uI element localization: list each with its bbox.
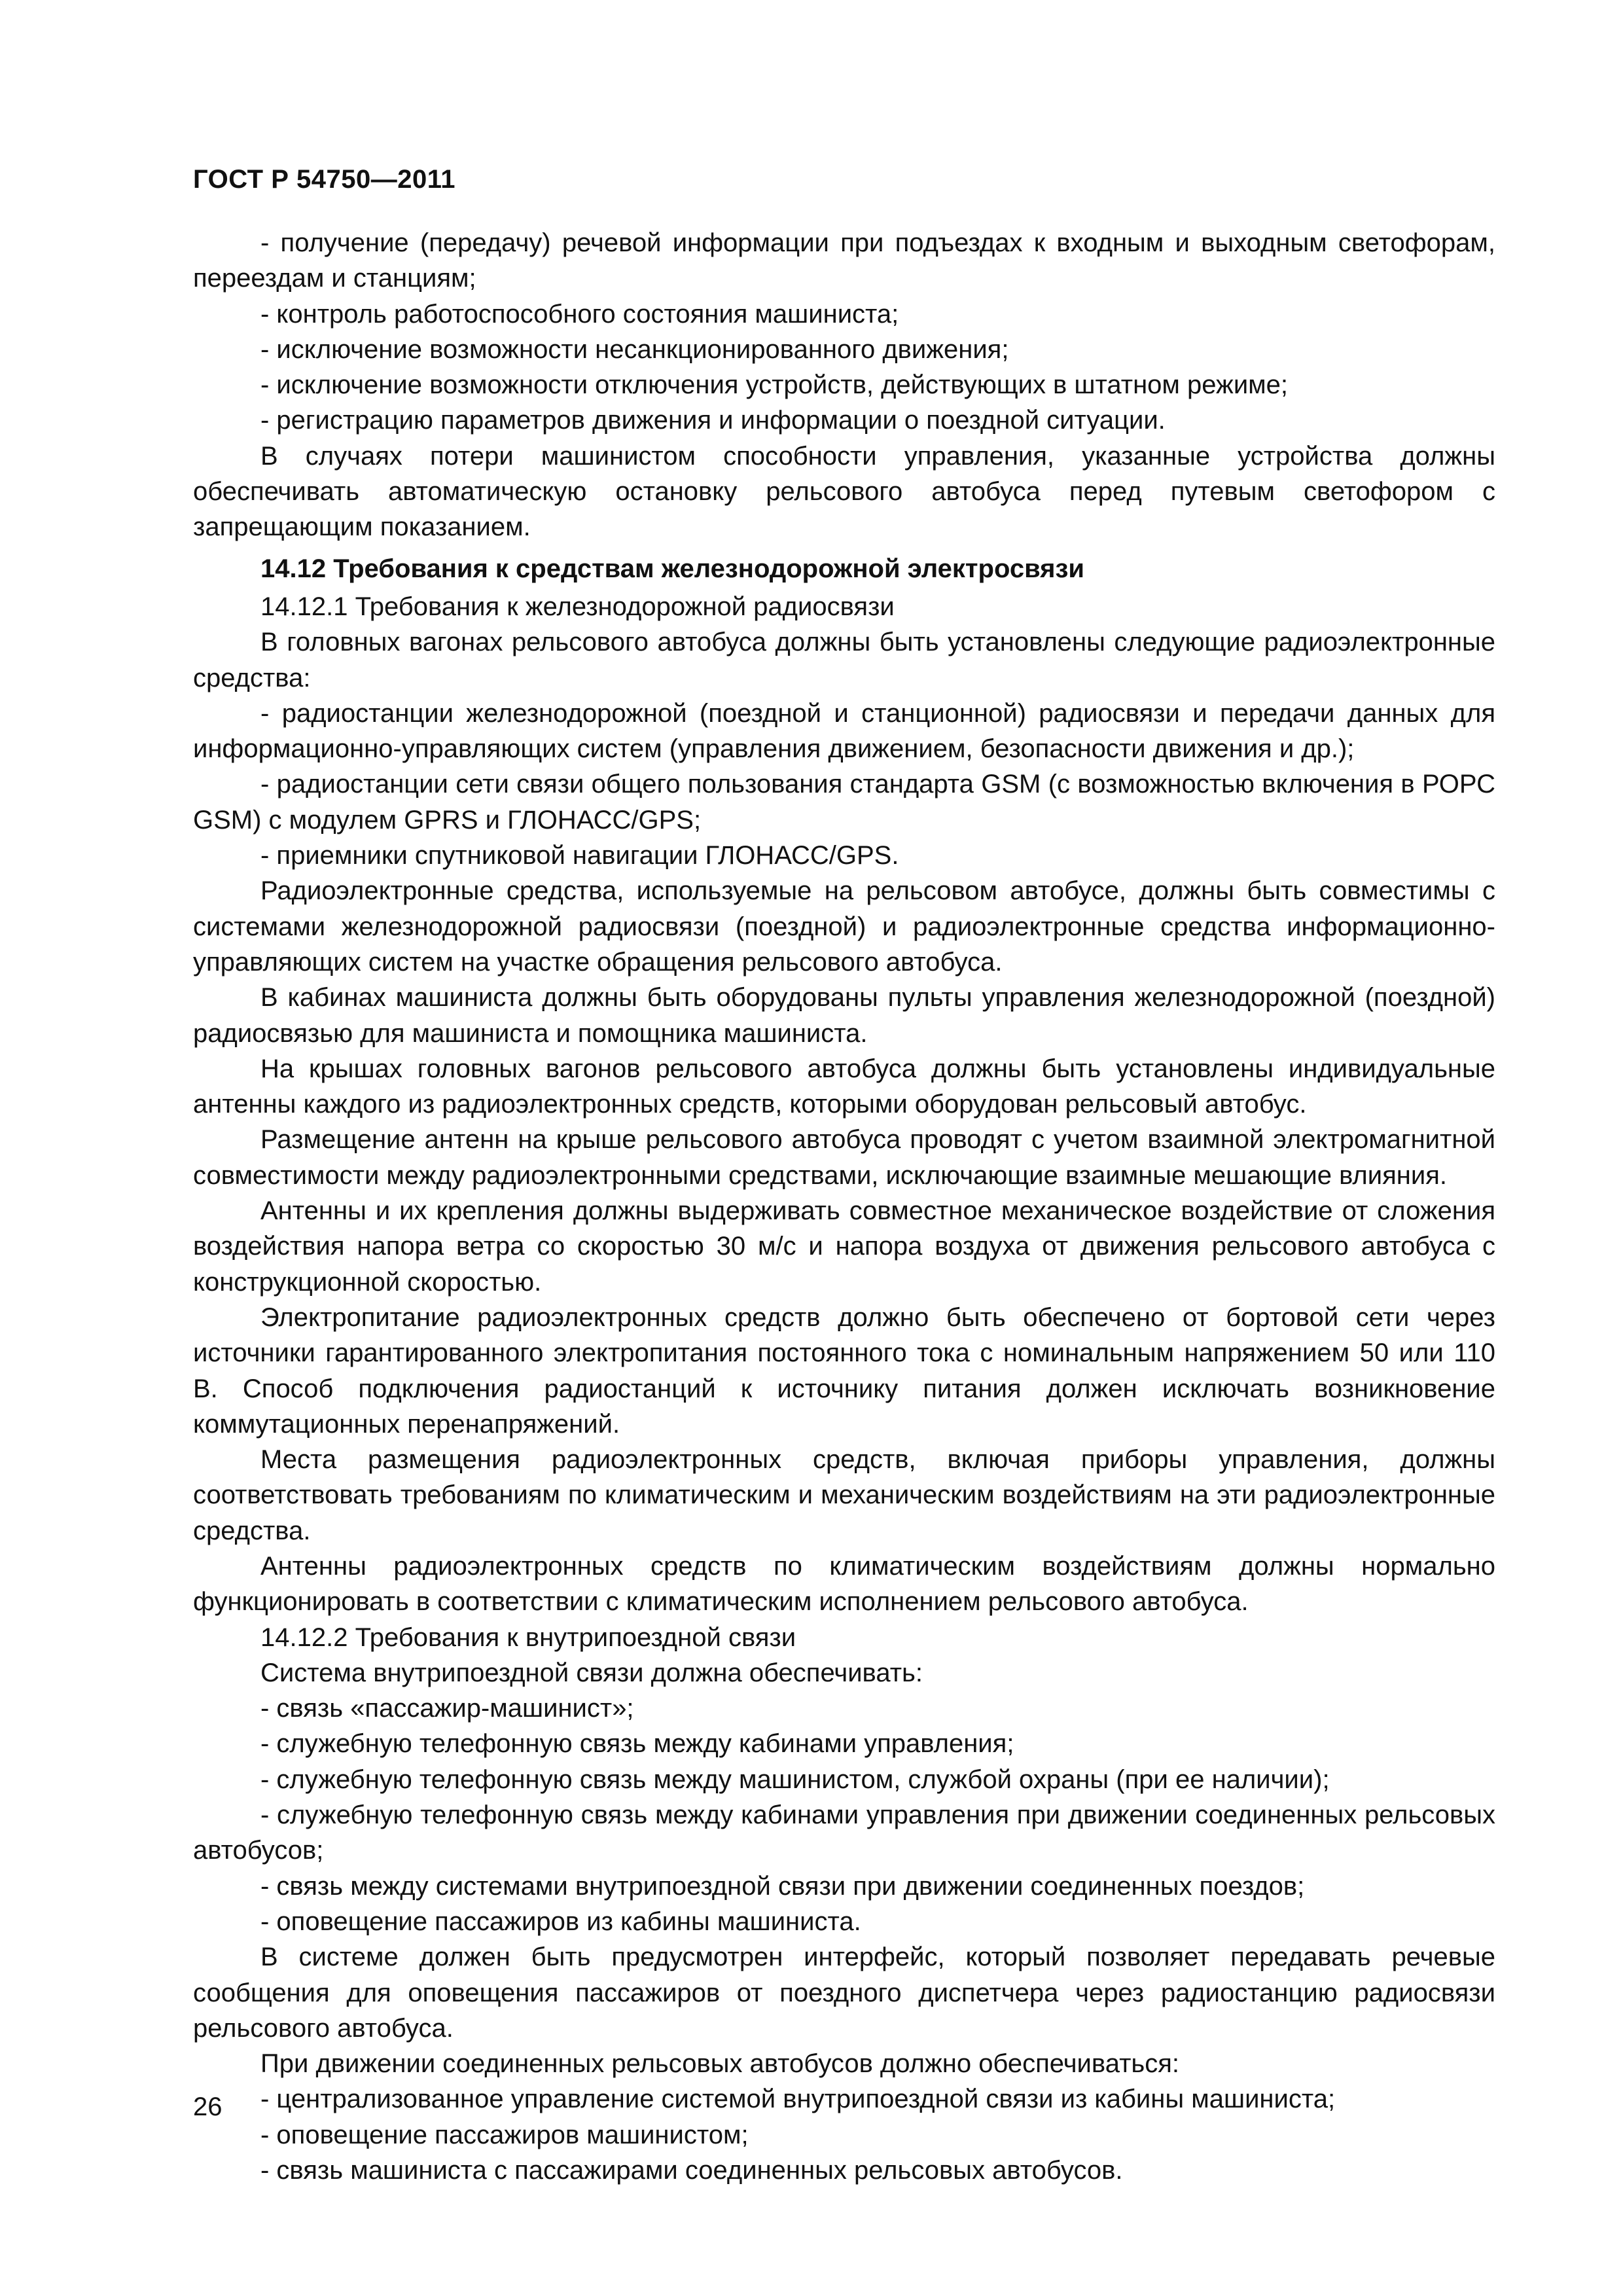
body-paragraph: Антенны и их крепления должны выдерживать совместное механическое воздействие от сложения воздействия напора ветра со скоростью 30 м/с и напора воздуха от движения рельсового автобуса с конструкционной скоростью. <box>193 1196 1495 1297</box>
body-paragraph: - оповещение пассажиров машинистом; <box>260 2120 749 2149</box>
document-body <box>193 225 1495 2188</box>
body-paragraph: 14.12.2 Требования к внутрипоездной связи <box>260 1623 796 1652</box>
body-paragraph: На крышах головных вагонов рельсового автобуса должны быть установлены индивидуальные антенны каждого из радиоэлектронных средств, которыми оборудован рельсовый автобус. <box>193 1054 1495 1119</box>
body-paragraph: - связь между системами внутрипоездной связи при движении соединенных поездов; <box>260 1871 1305 1901</box>
body-paragraph: - контроль работоспособного состояния машиниста; <box>260 299 899 329</box>
body-paragraph: - служебную телефонную связь между машинистом, службой охраны (при ее наличии); <box>260 1765 1330 1794</box>
body-paragraph: Места размещения радиоэлектронных средств, включая приборы управления, должны соответствовать требованиям по климатическим и механическим воздействиям на эти радиоэлектронные средства. <box>193 1445 1495 1545</box>
body-paragraph: - служебную телефонную связь между кабинами управления при движении соединенных рельсовых автобусов; <box>193 1801 1495 1865</box>
body-paragraph: 14.12.1 Требования к железнодорожной радиосвязи <box>260 592 895 621</box>
body-paragraph: В системе должен быть предусмотрен интерфейс, который позволяет передавать речевые сообщения для оповещения пассажиров от поездного диспетчера через радиостанцию радиосвязи рельсового автобуса. <box>193 1943 1495 2043</box>
body-paragraph: - приемники спутниковой навигации ГЛОНАСС/GPS. <box>260 841 899 870</box>
body-paragraph: - исключение возможности несанкционированного движения; <box>260 334 1009 364</box>
document-header: ГОСТ Р 54750—2011 <box>193 165 455 194</box>
page-number: 26 <box>193 2092 223 2121</box>
body-paragraph: - получение (передачу) речевой информации при подъездах к входным и выходным светофорам, переездам и станциям; <box>193 228 1495 293</box>
body-paragraph: - исключение возможности отключения устройств, действующих в штатном режиме; <box>260 370 1289 400</box>
body-paragraph: В случаях потери машинистом способности управления, указанные устройства должны обеспечивать автоматическую остановку рельсового автобуса перед путевым светофором с запрещающим показанием. <box>193 441 1495 542</box>
body-paragraph: Радиоэлектронные средства, используемые на рельсовом автобусе, должны быть совместимы с системами железнодорожной радиосвязи (поездной) и радиоэлектронные средства информационно-управляющих систем на участке обращения рельсового автобуса. <box>193 876 1495 977</box>
section-heading: 14.12 Требования к средствам железнодорожной электросвязи <box>260 554 1084 583</box>
body-paragraph: - централизованное управление системой внутрипоездной связи из кабины машиниста; <box>260 2085 1336 2114</box>
body-paragraph: Размещение антенн на крыше рельсового автобуса проводят с учетом взаимной электромагнитной совместимости между радиоэлектронными средствами, исключающие взаимные мешающие влияния. <box>193 1125 1495 1190</box>
body-paragraph: - связь машиниста с пассажирами соединенных рельсовых автобусов. <box>260 2156 1123 2185</box>
body-paragraph: - регистрацию параметров движения и информации о поездной ситуации. <box>260 406 1166 435</box>
body-paragraph: - служебную телефонную связь между кабинами управления; <box>260 1729 1014 1759</box>
body-paragraph: Антенны радиоэлектронных средств по климатическим воздействиям должны нормально функционировать в соответствии с климатическим исполнением рельсового автобуса. <box>193 1551 1495 1617</box>
body-paragraph: При движении соединенных рельсовых автобусов должно обеспечиваться: <box>260 2049 1180 2079</box>
body-paragraph: - связь «пассажир-машинист»; <box>260 1694 634 1723</box>
body-paragraph: - радиостанции сети связи общего пользования стандарта GSM (с возможностью включения в РОРС GSM) с модулем GPRS и ГЛОНАСС/GPS; <box>193 770 1495 834</box>
body-paragraph: - радиостанции железнодорожной (поездной и станционной) радиосвязи и передачи данных для информационно-управляющих систем (управления движением, безопасности движения и др.); <box>193 698 1495 764</box>
body-paragraph: - оповещение пассажиров из кабины машиниста. <box>260 1907 861 1936</box>
body-paragraph: Электропитание радиоэлектронных средств должно быть обеспечено от бортовой сети через источники гарантированного электропитания постоянного тока с номинальным напряжением 50 или 110 В. Способ подключения радиостанций к источнику питания должен исключать возникновение коммутационных перенапряжений. <box>193 1302 1495 1439</box>
body-paragraph: В головных вагонах рельсового автобуса должны быть установлены следующие радиоэлектронные средства: <box>193 628 1495 692</box>
body-paragraph: В кабинах машиниста должны быть оборудованы пульты управления железнодорожной (поездной) радиосвязью для машиниста и помощника машиниста. <box>193 983 1495 1048</box>
body-paragraph: Система внутрипоездной связи должна обеспечивать: <box>260 1658 923 1687</box>
